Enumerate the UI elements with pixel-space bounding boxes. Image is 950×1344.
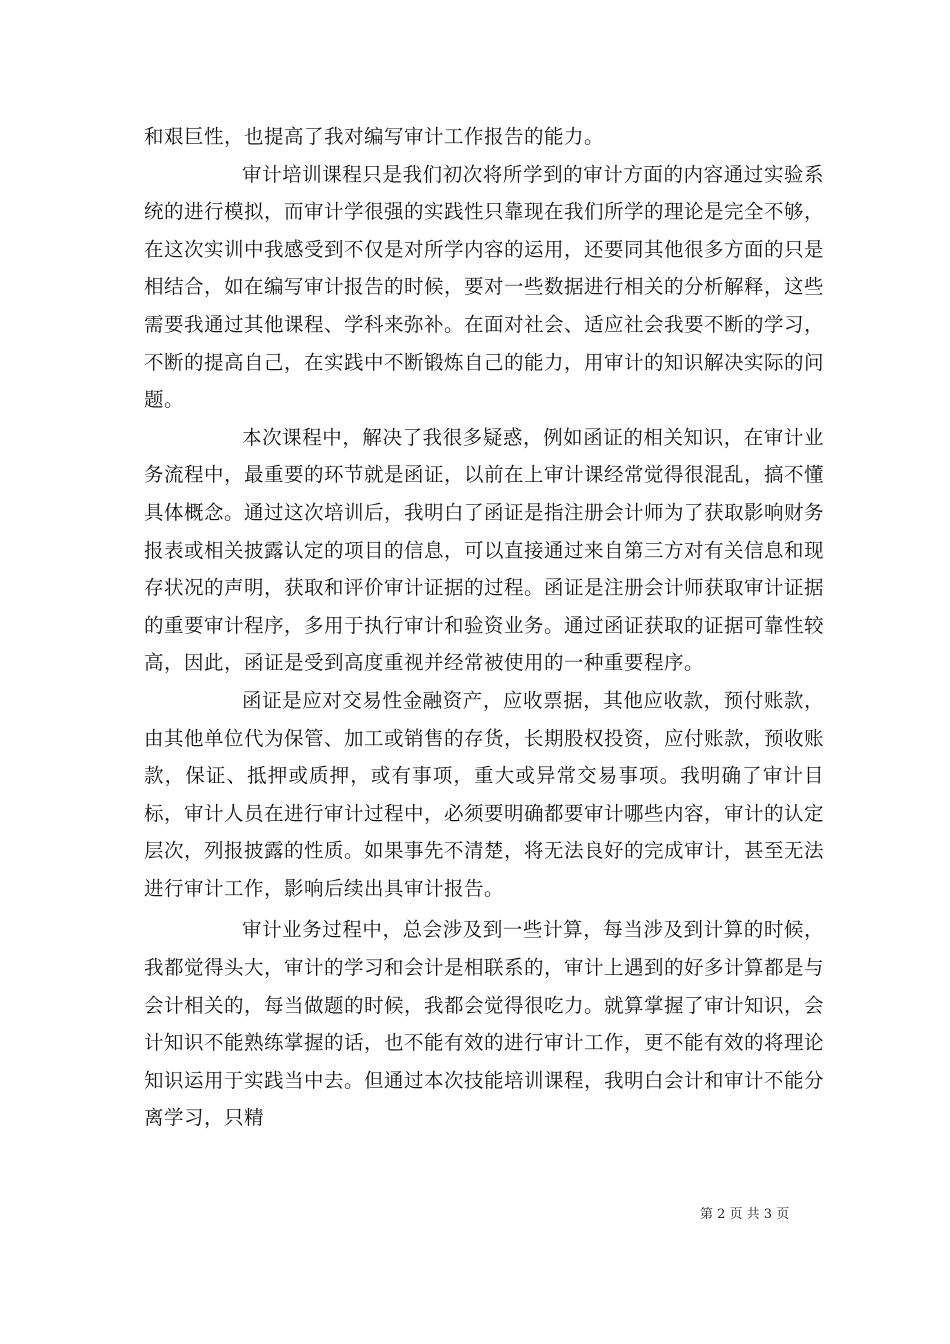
paragraph-confirmation-scope: 函证是应对交易性金融资产，应收票据，其他应收款，预付账款，由其他单位代为保管、加工或销售的存货，长期股权投资，应付账款，预收账款，保证、抵押或质押，或有事项，重大或异常交易事项。我明确了审计目标，审计人员在进行审计过程中，必须要明确都要审计哪些内容，审计的认定层次，列报披露的性质。如果事先不清楚，将无法良好的完成审计，甚至无法进行审计工作，影响后续出具审计报告。 (144, 688, 825, 900)
document-body (144, 118, 824, 1137)
page-number-footer: 第 2 页 共 3 页 (700, 1207, 790, 1222)
paragraph-continuation: 和艰巨性，也提高了我对编写审计工作报告的能力。 (144, 125, 605, 148)
paragraph-training-course: 审计培训课程只是我们初次将所学到的审计方面的内容通过实验系统的进行模拟，而审计学很强的实践性只靠现在我们所学的理论是完全不够，在这次实训中我感受到不仅是对所学内容的运用，还要同其他很多方面的只是相结合，如在编写审计报告的时候，要对一些数据进行相关的分析解释，这些需要我通过其他课程、学科来弥补。在面对社会、适应社会我要不断的学习，不断的提高自己，在实践中不断锻炼自己的能力，用审计的知识解决实际的问题。 (144, 162, 825, 412)
paragraph-confirmation-knowledge: 本次课程中，解决了我很多疑惑，例如函证的相关知识，在审计业务流程中，最重要的环节就是函证，以前在上审计课经常觉得很混乱，搞不懂具体概念。通过这次培训后，我明白了函证是指注册会计师为了获取影响财务报表或相关披露认定的项目的信息，可以直接通过来自第三方对有关信息和现存状况的声明，获取和评价审计证据的过程。函证是注册会计师获取审计证据的重要审计程序，多用于执行审计和验资业务。通过函证获取的证据可靠性较高，因此，函证是受到高度重视并经常被使用的一种重要程序。 (144, 425, 825, 675)
paragraph-calculation: 审计业务过程中，总会涉及到一些计算，每当涉及到计算的时候，我都觉得头大，审计的学习和会计是相联系的，审计上遇到的好多计算都是与会计相关的，每当做题的时候，我都会觉得很吃力。就算掌握了审计知识，会计知识不能熟练掌握的话，也不能有效的进行审计工作，更不能有效的将理论知识运用于实践当中去。但通过本次技能培训课程，我明白会计和审计不能分离学习，只精 (144, 918, 825, 1130)
